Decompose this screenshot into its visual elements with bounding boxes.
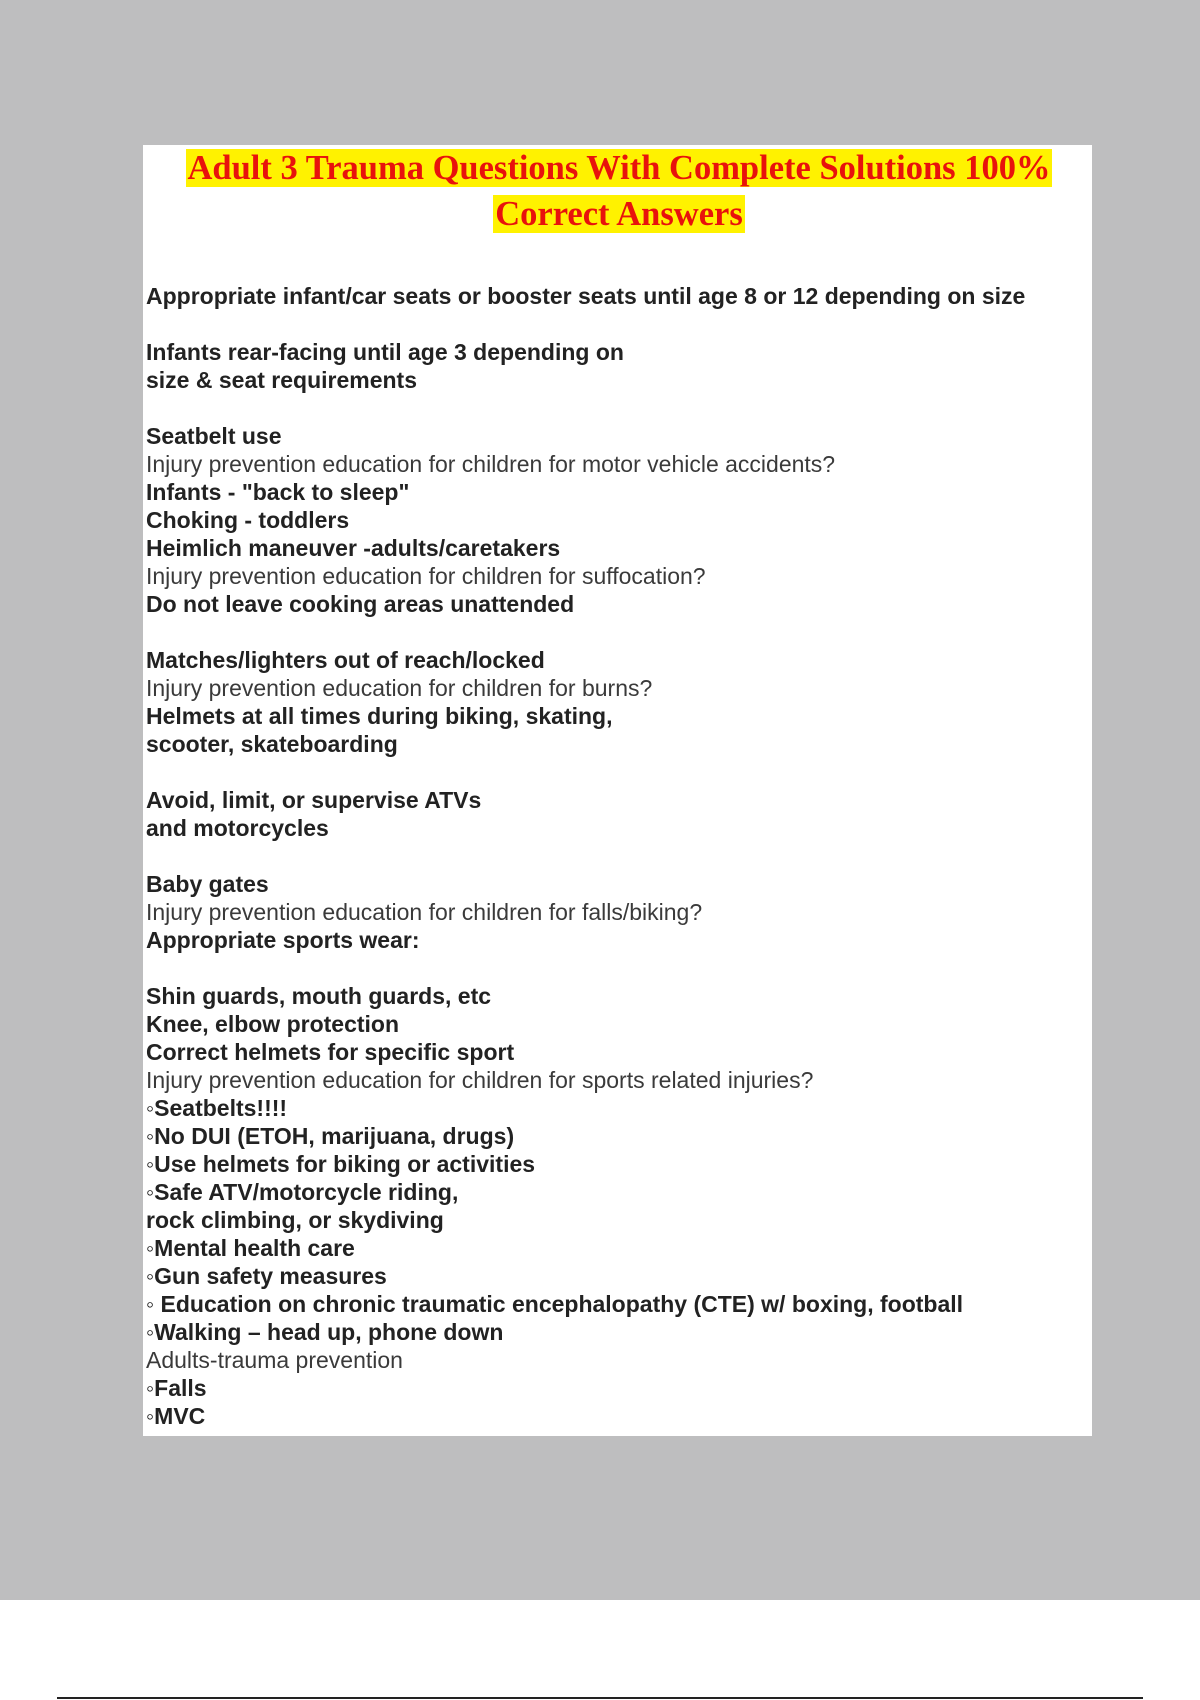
question-line: Injury prevention education for children for suffocation? (146, 563, 706, 589)
answer-line: ◦Use helmets for biking or activities (146, 1151, 536, 1177)
answer-line: Knee, elbow protection (146, 1011, 400, 1037)
paragraph-gap (146, 758, 1092, 786)
answer-line: Avoid, limit, or supervise ATVs (146, 787, 482, 813)
title-line-2: Correct Answers (495, 195, 743, 233)
paragraph-gap (146, 618, 1092, 646)
answer-line: Appropriate sports wear: (146, 927, 420, 953)
answer-line: ◦Seatbelts!!!! (146, 1095, 288, 1121)
answer-line: Shin guards, mouth guards, etc (146, 983, 492, 1009)
answer-line: Do not leave cooking areas unattended (146, 591, 575, 617)
answer-line: Infants rear-facing until age 3 depending on (146, 339, 624, 365)
answer-line: ◦Walking – head up, phone down (146, 1319, 504, 1345)
paragraph-gap (146, 394, 1092, 422)
answer-line: ◦Gun safety measures (146, 1263, 387, 1289)
answer-line: Baby gates (146, 871, 269, 897)
answer-line: Correct helmets for specific sport (146, 1039, 515, 1065)
footer-divider (57, 1697, 1143, 1699)
answer-line: ◦No DUI (ETOH, marijuana, drugs) (146, 1123, 515, 1149)
answer-line: ◦Safe ATV/motorcycle riding, (146, 1179, 459, 1205)
answer-line: and motorcycles (146, 815, 329, 841)
question-line: Injury prevention education for children for motor vehicle accidents? (146, 451, 836, 477)
answer-line: ◦ Education on chronic traumatic encephalopathy (CTE) w/ boxing, football (146, 1291, 964, 1317)
document-title (146, 145, 1092, 237)
answer-line: Matches/lighters out of reach/locked (146, 647, 545, 673)
answer-line: ◦Mental health care (146, 1235, 355, 1261)
answer-line: Infants - "back to sleep" (146, 479, 410, 505)
question-line: Injury prevention education for children for sports related injuries? (146, 1067, 814, 1093)
answer-line: Helmets at all times during biking, skating, (146, 703, 613, 729)
answer-line: ◦MVC (146, 1403, 206, 1429)
answer-line: Heimlich maneuver -adults/caretakers (146, 535, 561, 561)
answer-line: ◦Falls (146, 1375, 207, 1401)
title-line-1: Adult 3 Trauma Questions With Complete Solutions 100% (187, 149, 1051, 187)
answer-line: Appropriate infant/car seats or booster seats until age 8 or 12 depending on size (146, 283, 1026, 309)
paragraph-gap (146, 954, 1092, 982)
answer-line: Choking - toddlers (146, 507, 350, 533)
question-line: Injury prevention education for children for falls/biking? (146, 899, 703, 925)
document-page (143, 145, 1092, 1436)
question-line: Adults-trauma prevention (146, 1347, 403, 1373)
answer-line: rock climbing, or skydiving (146, 1207, 444, 1233)
answer-line: Seatbelt use (146, 423, 282, 449)
paragraph-gap (146, 842, 1092, 870)
paragraph-gap (146, 310, 1092, 338)
answer-line: size & seat requirements (146, 367, 418, 393)
question-line: Injury prevention education for children for burns? (146, 675, 653, 701)
answer-line: scooter, skateboarding (146, 731, 398, 757)
document-body (146, 282, 1092, 1430)
